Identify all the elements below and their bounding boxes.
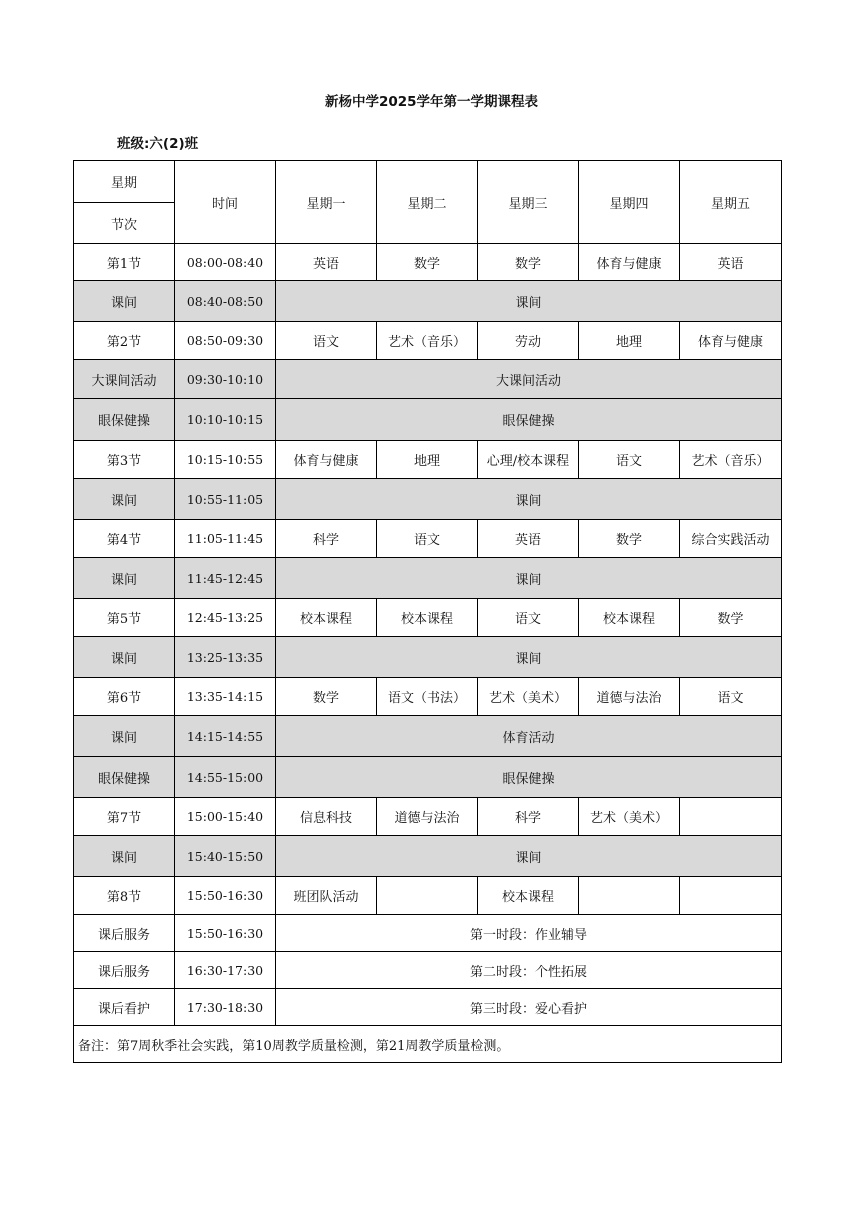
class-cell: 英语 (478, 520, 579, 558)
span-cell: 课间 (276, 479, 782, 520)
class-cell: 语文 (377, 520, 478, 558)
day-header: 星期四 (579, 161, 680, 244)
row-time: 15:00-15:40 (175, 798, 276, 836)
class-cell: 数学 (478, 244, 579, 281)
class-cell (377, 877, 478, 915)
schedule-table (73, 160, 782, 1063)
page-title: 新杨中学2025学年第一学期课程表 (324, 94, 539, 110)
class-cell: 语文（书法） (377, 678, 478, 716)
break-row (74, 399, 782, 441)
period-row (74, 441, 782, 479)
class-cell: 艺术（美术） (579, 798, 680, 836)
span-cell: 课间 (276, 558, 782, 599)
class-cell: 体育与健康 (579, 244, 680, 281)
header-row (74, 161, 782, 203)
class-cell: 数学 (377, 244, 478, 281)
class-cell: 道德与法治 (377, 798, 478, 836)
day-header: 星期五 (680, 161, 782, 244)
class-cell: 地理 (377, 441, 478, 479)
span-cell: 眼保健操 (276, 399, 782, 441)
row-time: 08:40-08:50 (175, 281, 276, 322)
row-label: 第4节 (74, 520, 175, 558)
class-cell (680, 877, 782, 915)
row-time: 09:30-10:10 (175, 360, 276, 399)
class-cell: 语文 (680, 678, 782, 716)
row-time: 10:55-11:05 (175, 479, 276, 520)
day-header: 星期一 (276, 161, 377, 244)
day-header: 星期三 (478, 161, 579, 244)
class-cell: 综合实践活动 (680, 520, 782, 558)
class-cell: 体育与健康 (276, 441, 377, 479)
class-cell: 地理 (579, 322, 680, 360)
class-cell: 班团队活动 (276, 877, 377, 915)
class-cell: 艺术（音乐） (680, 441, 782, 479)
break-row (74, 360, 782, 399)
row-time: 15:50-16:30 (175, 915, 276, 952)
row-time: 08:50-09:30 (175, 322, 276, 360)
row-time: 10:10-10:15 (175, 399, 276, 441)
row-label: 课间 (74, 479, 175, 520)
break-row (74, 637, 782, 678)
class-cell: 艺术（音乐） (377, 322, 478, 360)
class-cell: 语文 (478, 599, 579, 637)
break-row (74, 952, 782, 989)
row-label: 课间 (74, 716, 175, 757)
class-cell: 信息科技 (276, 798, 377, 836)
row-time: 16:30-17:30 (175, 952, 276, 989)
row-time: 08:00-08:40 (175, 244, 276, 281)
period-row (74, 244, 782, 281)
period-row (74, 798, 782, 836)
row-label: 第2节 (74, 322, 175, 360)
row-label: 第3节 (74, 441, 175, 479)
row-label: 课间 (74, 281, 175, 322)
schedule-body (74, 161, 782, 1063)
class-cell: 校本课程 (276, 599, 377, 637)
period-header: 节次 (74, 203, 175, 244)
class-cell: 校本课程 (478, 877, 579, 915)
class-cell: 语文 (276, 322, 377, 360)
row-label: 课后服务 (74, 952, 175, 989)
break-row (74, 558, 782, 599)
class-cell: 校本课程 (377, 599, 478, 637)
period-row (74, 322, 782, 360)
class-cell: 体育与健康 (680, 322, 782, 360)
class-label: 班级:六(2)班 (117, 136, 199, 152)
note: 备注：第7周秋季社会实践，第10周教学质量检测，第21周教学质量检测。 (74, 1026, 782, 1063)
break-row (74, 757, 782, 798)
class-cell: 数学 (680, 599, 782, 637)
span-cell: 课间 (276, 836, 782, 877)
note-row (74, 1026, 782, 1063)
span-cell: 眼保健操 (276, 757, 782, 798)
row-label: 第6节 (74, 678, 175, 716)
row-label: 课后看护 (74, 989, 175, 1026)
class-cell: 校本课程 (579, 599, 680, 637)
row-time: 12:45-13:25 (175, 599, 276, 637)
row-time: 15:40-15:50 (175, 836, 276, 877)
row-time: 11:45-12:45 (175, 558, 276, 599)
row-label: 第1节 (74, 244, 175, 281)
row-label: 课后服务 (74, 915, 175, 952)
row-time: 17:30-18:30 (175, 989, 276, 1026)
class-cell: 英语 (276, 244, 377, 281)
class-cell: 艺术（美术） (478, 678, 579, 716)
period-row (74, 678, 782, 716)
class-cell: 语文 (579, 441, 680, 479)
row-time: 15:50-16:30 (175, 877, 276, 915)
weekday-header: 星期 (74, 161, 175, 203)
class-cell (579, 877, 680, 915)
row-label: 第7节 (74, 798, 175, 836)
time-header: 时间 (175, 161, 276, 244)
period-row (74, 520, 782, 558)
row-label: 大课间活动 (74, 360, 175, 399)
row-label: 课间 (74, 558, 175, 599)
break-row (74, 479, 782, 520)
row-label: 眼保健操 (74, 399, 175, 441)
row-label: 课间 (74, 637, 175, 678)
row-label: 课间 (74, 836, 175, 877)
break-row (74, 281, 782, 322)
class-cell: 数学 (579, 520, 680, 558)
class-cell: 劳动 (478, 322, 579, 360)
row-time: 11:05-11:45 (175, 520, 276, 558)
class-cell: 英语 (680, 244, 782, 281)
class-cell: 科学 (276, 520, 377, 558)
period-row (74, 599, 782, 637)
break-row (74, 716, 782, 757)
break-row (74, 836, 782, 877)
span-cell: 第三时段：爱心看护 (276, 989, 782, 1026)
span-cell: 课间 (276, 637, 782, 678)
row-time: 14:15-14:55 (175, 716, 276, 757)
span-cell: 大课间活动 (276, 360, 782, 399)
row-time: 14:55-15:00 (175, 757, 276, 798)
class-cell: 心理/校本课程 (478, 441, 579, 479)
span-cell: 体育活动 (276, 716, 782, 757)
period-row (74, 877, 782, 915)
span-cell: 课间 (276, 281, 782, 322)
break-row (74, 989, 782, 1026)
class-cell: 数学 (276, 678, 377, 716)
class-cell: 道德与法治 (579, 678, 680, 716)
row-time: 13:25-13:35 (175, 637, 276, 678)
span-cell: 第一时段：作业辅导 (276, 915, 782, 952)
row-time: 13:35-14:15 (175, 678, 276, 716)
class-cell (680, 798, 782, 836)
class-cell: 科学 (478, 798, 579, 836)
break-row (74, 915, 782, 952)
row-time: 10:15-10:55 (175, 441, 276, 479)
row-label: 眼保健操 (74, 757, 175, 798)
span-cell: 第二时段：个性拓展 (276, 952, 782, 989)
row-label: 第8节 (74, 877, 175, 915)
row-label: 第5节 (74, 599, 175, 637)
day-header: 星期二 (377, 161, 478, 244)
